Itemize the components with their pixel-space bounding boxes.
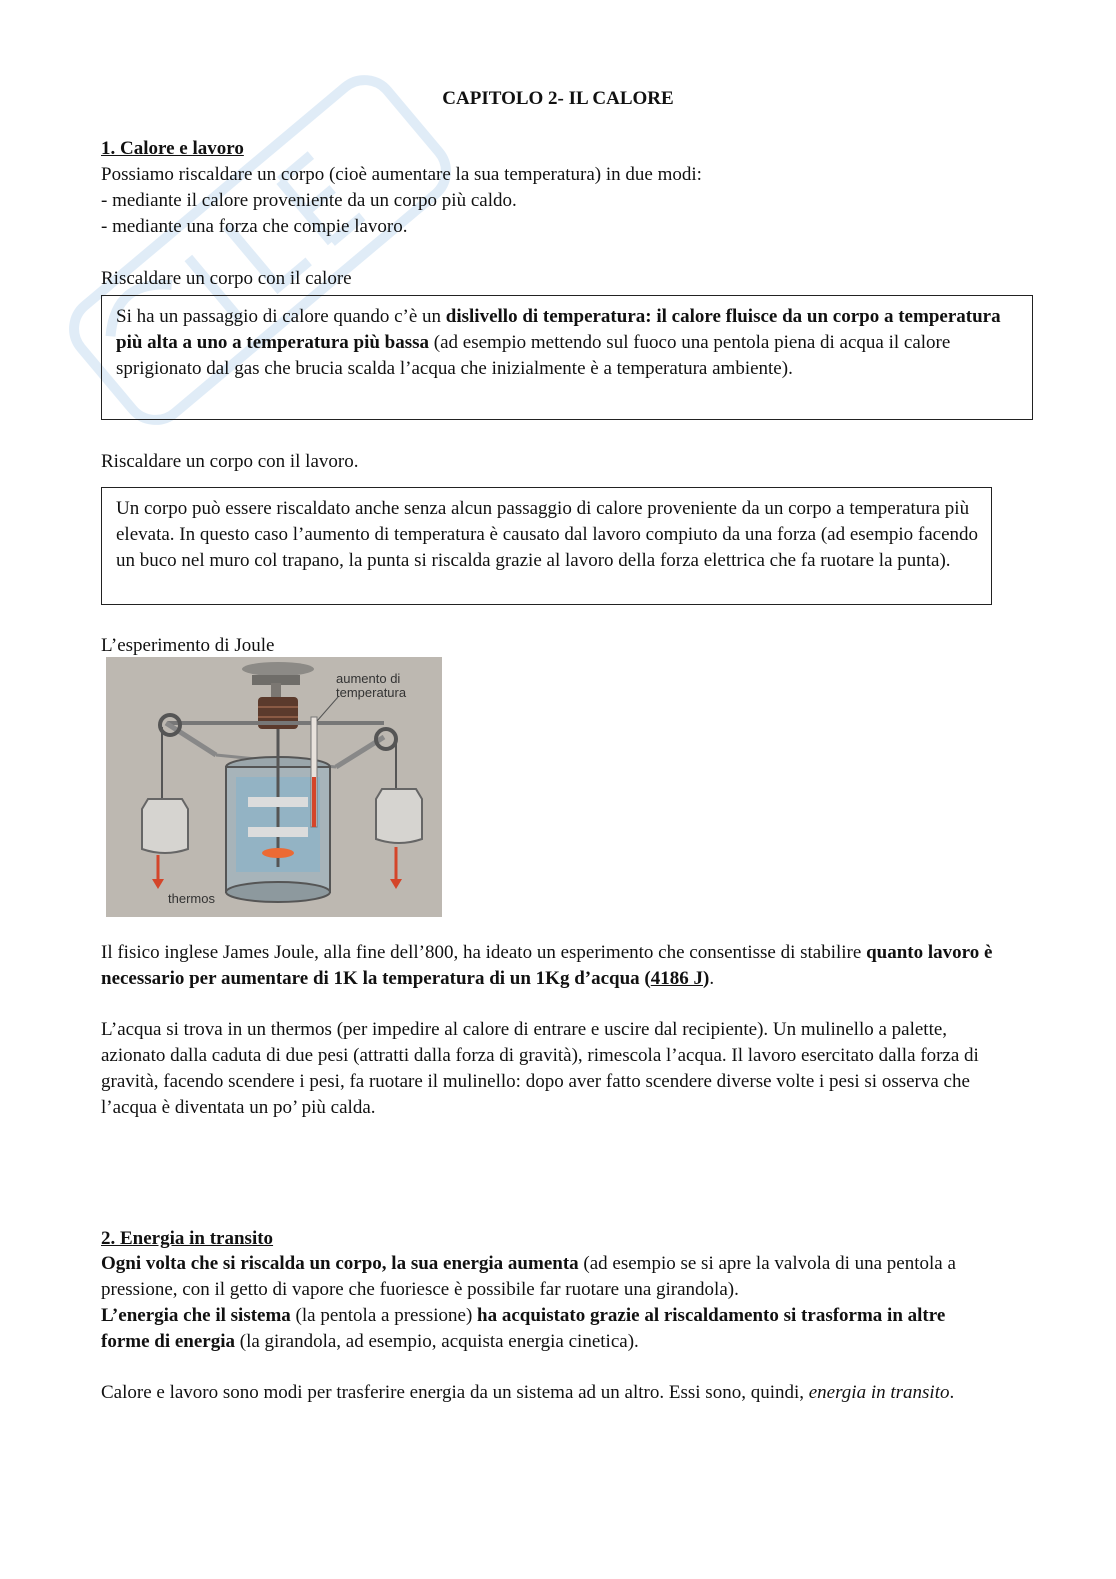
box1-bold: dislivello di temperatura: il calore fluisce da un corpo a temperatura più alta a uno a temperatura più bassa bbox=[116, 306, 1001, 353]
transit-paragraph bbox=[101, 1380, 1006, 1406]
bullet-1: - mediante il calore proveniente da un corpo più caldo. bbox=[101, 190, 517, 211]
energy-bold-3: ha acquistato grazie al riscaldamento si trasforma in altre forme di energia bbox=[101, 1305, 946, 1352]
transit-italic: energia in transito bbox=[808, 1382, 950, 1403]
energy-text-1: (ad esempio se si apre la valvola di una pentola a pressione, con il getto di vapore che fuoriesce è possibile far ruotare una girandola). bbox=[101, 1253, 956, 1300]
heat-definition-box bbox=[101, 295, 1033, 420]
subheading-joule: L’esperimento di Joule bbox=[101, 635, 275, 656]
energy-text-2: (la pentola a pressione) bbox=[290, 1305, 478, 1326]
energy-paragraph bbox=[101, 1251, 991, 1355]
box1-text-1: Si ha un passaggio di calore quando c’è un bbox=[116, 306, 446, 327]
section-1-intro: Possiamo riscaldare un corpo (cioè aumentare la sua temperatura) in due modi: bbox=[101, 164, 702, 185]
joule-bold-2: ) bbox=[703, 968, 710, 989]
joule-paragraph bbox=[101, 940, 1006, 992]
section-2-heading: 2. Energia in transito bbox=[101, 1228, 274, 1249]
label-aumento: aumento di bbox=[336, 671, 401, 686]
energy-text-3: (la girandola, ad esempio, acquista energia cinetica). bbox=[235, 1331, 639, 1352]
page-title: CAPITOLO 2- IL CALORE bbox=[442, 88, 674, 109]
box1-text-2: (ad esempio mettendo sul fuoco una pentola piena di acqua il calore sprigionato dal gas che brucia scalda l’acqua che inizialmente è a temperatura ambiente). bbox=[116, 332, 951, 379]
energy-bold-2: L’energia che il sistema bbox=[101, 1305, 291, 1326]
subheading-work: Riscaldare un corpo con il lavoro. bbox=[101, 451, 359, 472]
joule-experiment-illustration bbox=[106, 657, 442, 917]
transit-text-1: Calore e lavoro sono modi per trasferire energia da un sistema ad un altro. Essi sono, quindi, bbox=[101, 1382, 809, 1403]
energy-bold-1: Ogni volta che si riscalda un corpo, la sua energia aumenta bbox=[101, 1253, 579, 1274]
joule-bold-1: quanto lavoro è necessario per aumentare di 1K la temperatura di un 1Kg d’acqua ( bbox=[101, 942, 993, 989]
label-temperatura: temperatura bbox=[336, 685, 407, 700]
subheading-heat: Riscaldare un corpo con il calore bbox=[101, 268, 352, 289]
joule-value: 4186 J bbox=[650, 968, 703, 989]
transit-text-2: . bbox=[949, 1382, 955, 1403]
label-thermos: thermos bbox=[168, 891, 215, 906]
section-1-heading: 1. Calore e lavoro bbox=[101, 138, 244, 159]
thermos-paragraph: L’acqua si trova in un thermos (per impedire al calore di entrare e uscire dal recipiente). Un mulinello a palette, azionato dalla caduta di due pesi (attratti dalla forza di gravità), rimescola l’acqua. Il lavoro esercitato dalla forza di gravità, facendo scendere i pesi, fa ruotare il mulinello: dopo aver fatto scendere diverse volte i pesi si osserva che l’acqua è diventata un po’ più calda. bbox=[101, 1019, 979, 1118]
work-definition-box: Un corpo può essere riscaldato anche senza alcun passaggio di calore proveniente da un corpo a temperatura più elevata. In questo caso l’aumento di temperatura è causato dal lavoro compiuto da una forza (ad esempio facendo un buco nel muro col trapano, la punta si riscalda grazie al lavoro della forza elettrica che fa ruotare la punta). bbox=[101, 487, 992, 605]
bullet-2: - mediante una forza che compie lavoro. bbox=[101, 216, 408, 237]
joule-text-1: Il fisico inglese James Joule, alla fine dell’800, ha ideato un esperimento che consentisse di stabilire bbox=[101, 942, 867, 963]
joule-text-2: . bbox=[709, 968, 715, 989]
